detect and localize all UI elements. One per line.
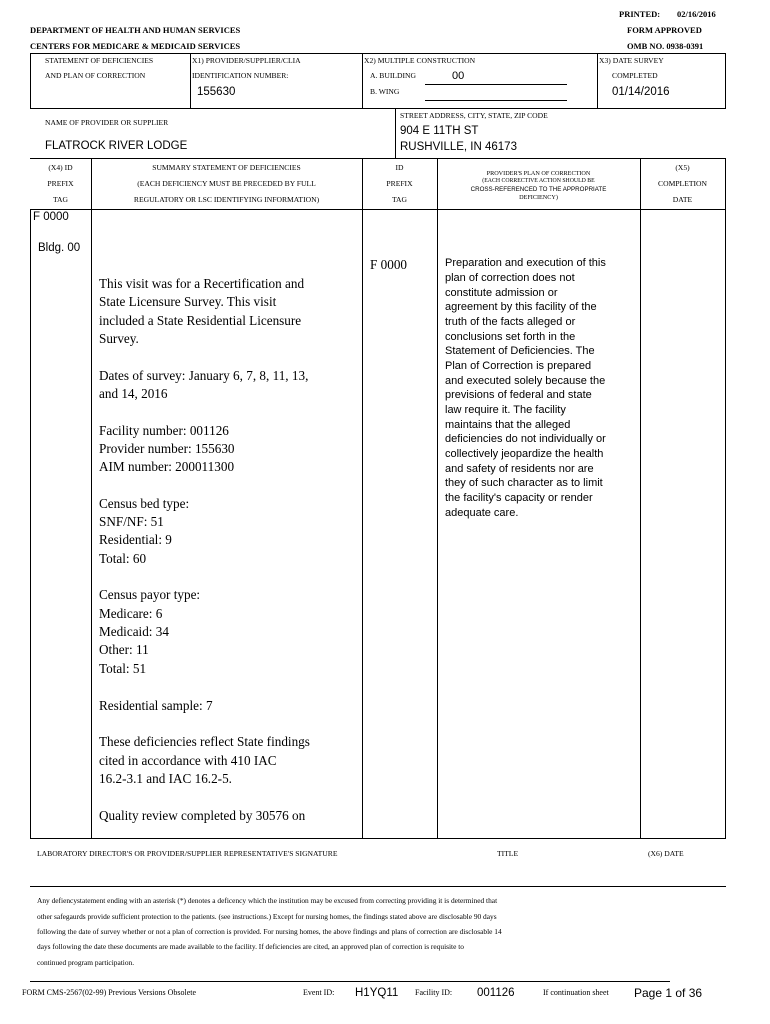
building-label: A. BUILDING xyxy=(370,71,416,80)
x5-header-1: (X5) xyxy=(675,163,690,172)
printed-date: 02/16/2016 xyxy=(677,9,716,19)
summary-line: Facility number: 001126 xyxy=(99,423,229,438)
divider xyxy=(190,53,191,109)
provider-id-value: 155630 xyxy=(197,86,236,98)
facility-id-value: 001126 xyxy=(477,987,515,999)
provider-name-value: FLATROCK RIVER LODGE xyxy=(45,140,188,152)
summary-line: included a State Residential Licensure xyxy=(99,313,302,328)
department-title: DEPARTMENT OF HEALTH AND HUMAN SERVICES xyxy=(30,25,241,35)
plan-header-1: PROVIDER'S PLAN OF CORRECTION xyxy=(486,170,591,177)
plan-line: plan of correction does not xyxy=(445,272,575,284)
form-approved: FORM APPROVED xyxy=(627,25,702,35)
divider xyxy=(725,53,726,109)
summary-line: Total: 60 xyxy=(99,551,147,566)
statement-label-1: STATEMENT OF DEFICIENCIES xyxy=(45,56,154,65)
x3-label-2: COMPLETED xyxy=(612,71,658,80)
summary-line: Total: 51 xyxy=(99,661,147,676)
plan-line: they of such character as to limit xyxy=(445,477,603,489)
divider xyxy=(91,209,92,839)
x5-header-3: DATE xyxy=(672,195,693,204)
summary-header-3: REGULATORY OR LSC IDENTIFYING INFORMATION) xyxy=(133,195,320,204)
summary-line: Census payor type: xyxy=(99,587,201,602)
summary-line: AIM number: 200011300 xyxy=(99,459,235,474)
notice-line: following the date of survey whether or not a plan of correction is provided. For nursing homes, the above findings and plans of correction are disclosable 14 xyxy=(37,927,502,936)
divider xyxy=(30,209,31,839)
summary-line: Medicaid: 34 xyxy=(99,624,169,639)
x4-header-3: TAG xyxy=(53,195,68,204)
divider xyxy=(30,209,726,210)
summary-line: Dates of survey: January 6, 7, 8, 11, 13, xyxy=(99,368,309,383)
plan-header-3: CROSS-REFERENCED TO THE APPROPRIATE xyxy=(470,186,607,193)
plan-line: deficiencies do not individually or xyxy=(445,433,606,445)
divider xyxy=(395,108,396,159)
statement-label-2: AND PLAN OF CORRECTION xyxy=(45,71,146,80)
summary-line: This visit was for a Recertification and xyxy=(99,276,305,291)
signature-label: LABORATORY DIRECTOR'S OR PROVIDER/SUPPLIER REPRESENTATIVE'S SIGNATURE xyxy=(37,849,338,858)
facility-id-label: Facility ID: xyxy=(415,988,453,997)
event-id-label: Event ID: xyxy=(303,988,335,997)
page-number: Page 1 of 36 xyxy=(634,986,703,1000)
divider xyxy=(30,886,726,887)
plan-line: Plan of Correction is prepared xyxy=(445,360,592,372)
summary-line: Provider number: 155630 xyxy=(99,441,235,456)
divider xyxy=(640,209,641,839)
x5-header-2: COMPLETION xyxy=(658,179,707,188)
plan-line: constitute admission or xyxy=(445,287,558,299)
divider xyxy=(437,158,438,210)
x2-label: X2) MULTIPLE CONSTRUCTION xyxy=(364,56,476,65)
divider xyxy=(362,209,363,839)
notice-line: other safegaurds provide sufficient protection to the patients. (see instructions.) Except for nursing homes, the findings stated above are disclosable 90 days xyxy=(37,912,497,921)
divider xyxy=(725,209,726,839)
divider xyxy=(30,158,726,159)
plan-line: Preparation and execution of this xyxy=(445,257,606,269)
summary-line: Medicare: 6 xyxy=(99,606,163,621)
summary-line: Residential sample: 7 xyxy=(99,698,213,713)
plan-line: adequate care. xyxy=(445,507,519,519)
centers-title: CENTERS FOR MEDICARE & MEDICAID SERVICES xyxy=(30,41,241,51)
summary-line: 16.2-3.1 and IAC 16.2-5. xyxy=(99,771,232,786)
provider-name-label: NAME OF PROVIDER OR SUPPLIER xyxy=(45,118,169,127)
notice-line: continued program participation. xyxy=(37,958,135,967)
divider xyxy=(437,209,438,839)
wing-label: B. WING xyxy=(370,87,400,96)
notice-line: Any defiencystatement ending with an asterisk (*) denotes a deficency which the institution may be excused from correcting providing it is determined that xyxy=(37,896,498,905)
summary-line: Quality review completed by 30576 on xyxy=(99,808,306,823)
survey-date-value: 01/14/2016 xyxy=(612,86,670,98)
summary-line: These deficiencies reflect State findings xyxy=(99,734,310,749)
summary-line: SNF/NF: 51 xyxy=(99,514,164,529)
id-header-2: PREFIX xyxy=(386,179,413,188)
x1-label-1: X1) PROVIDER/SUPPLIER/CLIA xyxy=(192,56,301,65)
top-box-border xyxy=(30,53,726,54)
top-box-border xyxy=(30,108,726,109)
plan-line: law require it. The facility xyxy=(445,404,566,416)
address-label: STREET ADDRESS, CITY, STATE, ZIP CODE xyxy=(400,111,548,120)
divider xyxy=(30,53,31,109)
id-header-1: ID xyxy=(395,163,404,172)
plan-line: collectively jeopardize the health xyxy=(445,448,604,460)
building-value: 00 xyxy=(452,70,465,82)
continuation-label: If continuation sheet xyxy=(543,988,609,997)
plan-line: Statement of Deficiencies. The xyxy=(445,345,595,357)
plan-line: and safety of residents nor are xyxy=(445,463,594,475)
summary-line: Residential: 9 xyxy=(99,532,172,547)
date-label: (X6) DATE xyxy=(648,849,684,858)
printed-label: PRINTED: xyxy=(619,9,661,19)
summary-header-2: (EACH DEFICIENCY MUST BE PRECEDED BY FULL xyxy=(137,179,316,188)
divider xyxy=(597,53,598,109)
id-header-3: TAG xyxy=(392,195,407,204)
divider xyxy=(362,53,363,109)
summary-line: Census bed type: xyxy=(99,496,190,511)
plan-header-4: DEFICIENCY) xyxy=(519,194,558,201)
event-id-value: H1YQ11 xyxy=(355,987,399,999)
summary-header-1: SUMMARY STATEMENT OF DEFICIENCIES xyxy=(152,163,301,172)
building-underline xyxy=(425,84,567,85)
summary-line: Other: 11 xyxy=(99,642,149,657)
plan-line: maintains that the alleged xyxy=(445,419,571,431)
building-tag: Bldg. 00 xyxy=(38,242,81,254)
divider xyxy=(725,158,726,210)
summary-line: and 14, 2016 xyxy=(99,386,168,401)
summary-line: State Licensure Survey. This visit xyxy=(99,294,277,309)
x4-header-1: (X4) ID xyxy=(48,163,73,172)
form-number: FORM CMS-2567(02-99) Previous Versions Obsolete xyxy=(22,988,197,997)
x3-label-1: X3) DATE SURVEY xyxy=(599,56,664,65)
plan-line: the facility's capacity or render xyxy=(445,492,593,504)
summary-line: cited in accordance with 410 IAC xyxy=(99,753,277,768)
notice-line: days following the date these documents are made available to the facility. If deficiencies are cited, an approved plan of correction is requisite to xyxy=(37,942,464,951)
left-id-tag: F 0000 xyxy=(33,211,69,223)
plan-line: conclusions set forth in the xyxy=(445,331,576,343)
plan-line: and executed solely because the xyxy=(445,375,606,387)
right-id-tag: F 0000 xyxy=(370,257,408,272)
divider xyxy=(30,838,726,839)
title-label: TITLE xyxy=(497,849,519,858)
plan-header-2: (EACH CORRECTIVE ACTION SHOULD BE xyxy=(482,178,595,184)
plan-line: truth of the facts alleged or xyxy=(445,316,576,328)
omb-number: OMB NO. 0938-0391 xyxy=(627,41,704,51)
x4-header-2: PREFIX xyxy=(47,179,74,188)
divider xyxy=(30,981,670,982)
plan-line: previsions of federal and state xyxy=(445,389,592,401)
x1-label-2: IDENTIFICATION NUMBER: xyxy=(192,71,289,80)
summary-line: Survey. xyxy=(99,331,139,346)
address-line-2: RUSHVILLE, IN 46173 xyxy=(400,141,517,153)
address-line-1: 904 E 11TH ST xyxy=(400,125,479,137)
plan-line: agreement by this facility of the xyxy=(445,301,597,313)
wing-underline xyxy=(425,100,567,101)
